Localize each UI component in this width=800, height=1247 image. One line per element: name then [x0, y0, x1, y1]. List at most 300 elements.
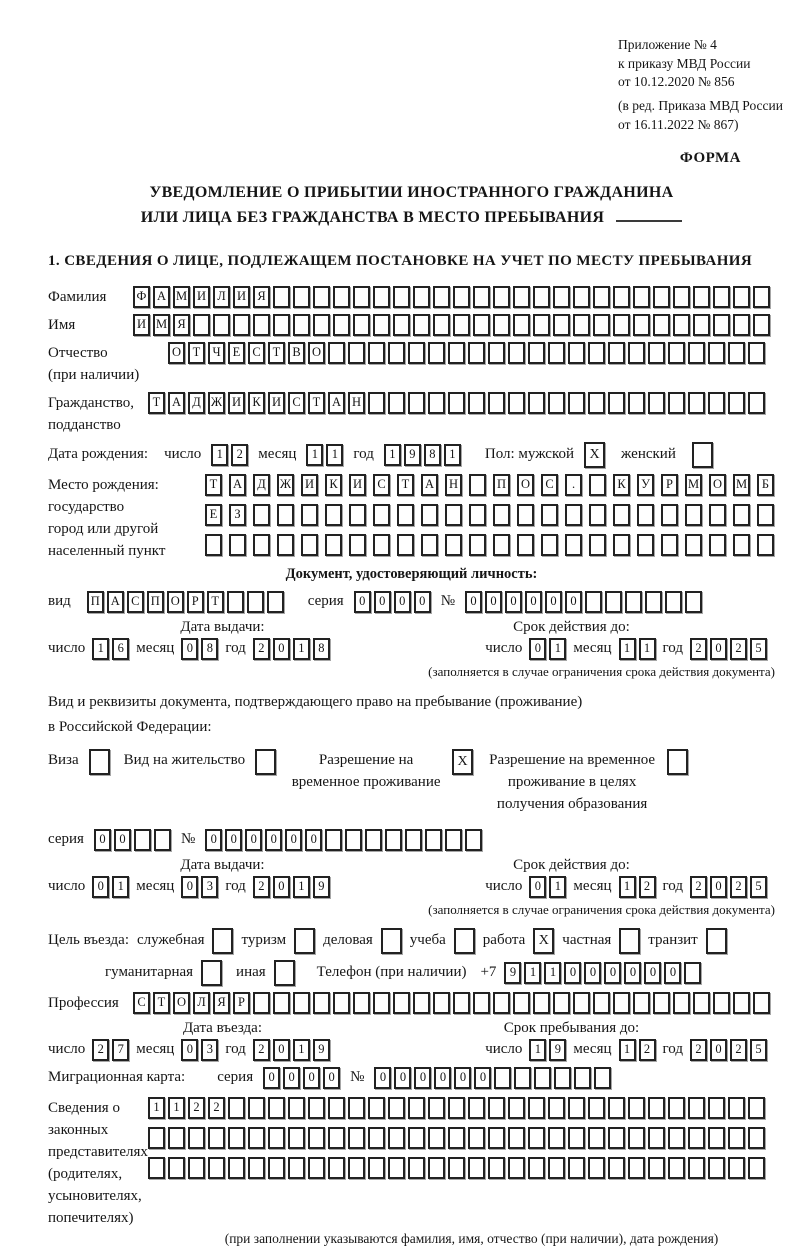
char-cell: Ж	[208, 392, 225, 414]
char-cell: 0	[265, 829, 282, 851]
char-cell	[728, 1157, 745, 1179]
char-cell: 0	[181, 638, 198, 660]
char-cell	[353, 992, 370, 1014]
char-cell	[388, 1127, 405, 1149]
residence-series-label: серия	[48, 831, 84, 848]
char-cell	[645, 591, 662, 613]
char-cell: 0	[394, 591, 411, 613]
char-cell	[625, 591, 642, 613]
char-cell: 0	[710, 638, 727, 660]
residence-number-label: №	[180, 831, 196, 848]
month-word: месяц	[573, 878, 612, 895]
birth-place-label: Место рождения:	[48, 476, 159, 493]
char-cell	[333, 314, 350, 336]
char-cell	[608, 1097, 625, 1119]
char-cell	[661, 534, 678, 556]
char-cell	[493, 534, 510, 556]
char-cell	[685, 534, 702, 556]
appendix-note	[618, 36, 783, 134]
char-cell: 0	[394, 1067, 411, 1089]
char-cell	[541, 504, 558, 526]
char-cell: 1	[639, 638, 656, 660]
profession-row	[48, 992, 775, 1014]
char-cell	[593, 286, 610, 308]
birth-day-cells	[211, 444, 248, 466]
char-cell	[608, 392, 625, 414]
char-cell: 0	[710, 876, 727, 898]
char-cell	[328, 1127, 345, 1149]
char-cell	[248, 1097, 265, 1119]
char-cell	[733, 992, 750, 1014]
char-cell: .	[565, 474, 582, 496]
char-cell	[684, 962, 701, 984]
migration-series-label: серия	[217, 1069, 254, 1086]
char-cell: К	[248, 392, 265, 414]
option-visa	[48, 749, 110, 775]
char-cell: 0	[485, 591, 502, 613]
char-cell	[448, 342, 465, 364]
birth-place-cells-row3	[205, 534, 774, 556]
year-word: год	[225, 640, 246, 657]
char-cell: Т	[148, 392, 165, 414]
char-cell	[508, 342, 525, 364]
purpose-humanitarian-checkbox	[201, 960, 222, 986]
char-cell: 0	[465, 591, 482, 613]
char-cell	[728, 342, 745, 364]
char-cell	[273, 314, 290, 336]
char-cell: 0	[181, 876, 198, 898]
identity-date-labels	[48, 619, 775, 636]
char-cell: 2	[92, 1039, 109, 1061]
appendix-line: Приложение № 4	[618, 37, 717, 52]
char-cell: И	[349, 474, 366, 496]
char-cell	[633, 286, 650, 308]
char-cell: И	[228, 392, 245, 414]
char-cell	[253, 504, 270, 526]
char-cell	[733, 534, 750, 556]
char-cell	[453, 314, 470, 336]
citizenship-row	[48, 392, 775, 436]
char-cell	[333, 286, 350, 308]
char-cell	[653, 992, 670, 1014]
char-cell: 0	[414, 591, 431, 613]
legal-label: Сведения о	[48, 1099, 120, 1116]
char-cell: 9	[313, 876, 330, 898]
purpose-tourism-checkbox	[294, 928, 315, 954]
char-cell	[273, 286, 290, 308]
char-cell	[733, 286, 750, 308]
char-cell	[294, 928, 315, 954]
char-cell	[753, 286, 770, 308]
char-cell	[405, 829, 422, 851]
char-cell	[628, 392, 645, 414]
char-cell	[368, 1127, 385, 1149]
char-cell	[408, 1127, 425, 1149]
char-cell: Е	[228, 342, 245, 364]
char-cell	[648, 1127, 665, 1149]
char-cell	[493, 992, 510, 1014]
char-cell	[381, 928, 402, 954]
phone-cells	[504, 962, 701, 984]
form-title	[48, 181, 775, 231]
char-cell: 2	[730, 638, 747, 660]
valid-year-cells	[690, 876, 767, 898]
char-cell	[368, 1097, 385, 1119]
char-cell	[488, 1127, 505, 1149]
char-cell	[253, 992, 270, 1014]
legal-label: представителях	[48, 1143, 148, 1160]
char-cell	[673, 286, 690, 308]
char-cell: 2	[639, 1039, 656, 1061]
surname-label: Фамилия	[48, 288, 107, 305]
char-cell	[637, 504, 654, 526]
char-cell: 0	[354, 591, 371, 613]
char-cell	[428, 1157, 445, 1179]
char-cell: 1	[211, 444, 228, 466]
purpose-private-checkbox	[619, 928, 640, 954]
char-cell: 1	[529, 1039, 546, 1061]
residence-valid-date	[485, 876, 767, 898]
char-cell: 0	[263, 1067, 280, 1089]
valid-month-cells	[619, 876, 656, 898]
char-cell	[288, 1097, 305, 1119]
patronymic-sublabel: (при наличии)	[48, 366, 140, 383]
char-cell	[708, 392, 725, 414]
char-cell	[328, 1097, 345, 1119]
validity-note: (заполняется в случае ограничения срока действия документа)	[428, 663, 775, 679]
char-cell	[168, 1157, 185, 1179]
char-cell: 1	[544, 962, 561, 984]
char-cell	[469, 534, 486, 556]
char-cell: У	[637, 474, 654, 496]
purpose-study-checkbox	[454, 928, 475, 954]
char-cell	[468, 392, 485, 414]
amendment-line: (в ред. Приказа МВД России	[618, 97, 783, 113]
char-cell	[619, 928, 640, 954]
char-cell	[325, 829, 342, 851]
char-cell: И	[233, 286, 250, 308]
entry-date-labels	[48, 1020, 775, 1037]
char-cell	[667, 749, 688, 775]
char-cell	[688, 1157, 705, 1179]
char-cell	[708, 1157, 725, 1179]
char-cell	[513, 286, 530, 308]
char-cell	[373, 286, 390, 308]
char-cell	[685, 504, 702, 526]
char-cell	[748, 1097, 765, 1119]
char-cell	[706, 928, 727, 954]
doc-kind-cells	[87, 591, 284, 613]
char-cell	[148, 1157, 165, 1179]
char-cell	[445, 534, 462, 556]
char-cell: 0	[624, 962, 641, 984]
char-cell: З	[229, 504, 246, 526]
char-cell: 1	[524, 962, 541, 984]
char-cell: 0	[529, 876, 546, 898]
char-cell	[277, 534, 294, 556]
char-cell: 1	[619, 638, 636, 660]
char-cell: 2	[253, 638, 270, 660]
char-cell	[255, 749, 276, 775]
char-cell	[709, 504, 726, 526]
char-cell: 0	[374, 591, 391, 613]
purpose-private-label: частная	[562, 932, 612, 949]
char-cell	[385, 829, 402, 851]
char-cell	[473, 286, 490, 308]
stay-until-date	[485, 1039, 767, 1061]
char-cell: 0	[525, 591, 542, 613]
char-cell	[588, 342, 605, 364]
char-cell	[748, 1157, 765, 1179]
char-cell	[267, 591, 284, 613]
char-cell	[188, 1157, 205, 1179]
char-cell	[349, 504, 366, 526]
entry-date	[48, 1039, 330, 1061]
char-cell	[393, 286, 410, 308]
char-cell	[408, 1097, 425, 1119]
char-cell	[688, 342, 705, 364]
char-cell: 0	[710, 1039, 727, 1061]
char-cell	[365, 829, 382, 851]
char-cell: А	[328, 392, 345, 414]
char-cell: Т	[308, 392, 325, 414]
char-cell: 8	[313, 638, 330, 660]
char-cell	[388, 1097, 405, 1119]
char-cell: 2	[730, 876, 747, 898]
char-cell: 0	[205, 829, 222, 851]
doc-kind-label: вид	[48, 593, 71, 610]
char-cell: 6	[112, 638, 129, 660]
char-cell	[154, 829, 171, 851]
char-cell	[748, 342, 765, 364]
char-cell	[413, 286, 430, 308]
char-cell: 0	[454, 1067, 471, 1089]
residence-date-labels	[48, 857, 775, 874]
char-cell	[613, 534, 630, 556]
residence-intro-line1: Вид и реквизиты документа, подтверждающего право на пребывание (проживание)	[48, 693, 583, 710]
char-cell	[633, 992, 650, 1014]
char-cell: 0	[584, 962, 601, 984]
char-cell: О	[173, 992, 190, 1014]
char-cell	[348, 1127, 365, 1149]
char-cell: Б	[757, 474, 774, 496]
month-word: месяц	[258, 446, 297, 463]
purpose-transit-checkbox	[706, 928, 727, 954]
char-cell: 9	[504, 962, 521, 984]
char-cell	[593, 992, 610, 1014]
purpose-business-label: деловая	[323, 932, 373, 949]
char-cell	[637, 534, 654, 556]
char-cell	[293, 992, 310, 1014]
month-word: месяц	[136, 640, 175, 657]
birth-place-label: населенный пункт	[48, 542, 166, 559]
char-cell	[148, 1127, 165, 1149]
char-cell	[633, 314, 650, 336]
given-name-row	[48, 314, 775, 336]
char-cell	[648, 1097, 665, 1119]
birth-place-label: государство	[48, 498, 125, 515]
char-cell: Л	[213, 286, 230, 308]
char-cell	[508, 1097, 525, 1119]
char-cell	[548, 1127, 565, 1149]
char-cell	[613, 286, 630, 308]
char-cell: 0	[181, 1039, 198, 1061]
char-cell	[468, 1157, 485, 1179]
appendix-line: к приказу МВД России	[618, 55, 751, 71]
char-cell	[428, 1097, 445, 1119]
char-cell	[757, 504, 774, 526]
char-cell	[227, 591, 244, 613]
char-cell: О	[709, 474, 726, 496]
char-cell	[208, 1127, 225, 1149]
char-cell	[628, 1097, 645, 1119]
char-cell: А	[421, 474, 438, 496]
char-cell	[628, 1157, 645, 1179]
char-cell: 5	[750, 638, 767, 660]
legal-label: законных	[48, 1121, 109, 1138]
char-cell	[288, 1157, 305, 1179]
valid-day-cells	[529, 638, 566, 660]
legal-label: (родителях,	[48, 1165, 123, 1182]
char-cell	[514, 1067, 531, 1089]
char-cell	[665, 591, 682, 613]
char-cell	[713, 286, 730, 308]
char-cell	[253, 314, 270, 336]
char-cell	[397, 504, 414, 526]
birth-date-row	[48, 442, 775, 468]
char-cell	[594, 1067, 611, 1089]
char-cell: 1	[168, 1097, 185, 1119]
identity-doc-heading: Документ, удостоверяющий личность:	[285, 565, 538, 582]
char-cell: Д	[253, 474, 270, 496]
char-cell: 0	[273, 1039, 290, 1061]
residence-doc-intro	[48, 690, 775, 741]
identity-issue-date	[48, 638, 330, 660]
char-cell	[488, 342, 505, 364]
char-cell	[248, 1157, 265, 1179]
char-cell	[445, 829, 462, 851]
option-temp-residence-education-checkbox	[667, 749, 688, 775]
char-cell	[348, 1157, 365, 1179]
char-cell: X	[584, 442, 605, 468]
char-cell	[308, 1097, 325, 1119]
char-cell: П	[87, 591, 104, 613]
char-cell: 8	[424, 444, 441, 466]
stay-day-cells	[529, 1039, 566, 1061]
citizenship-cells	[148, 392, 765, 414]
char-cell	[288, 1127, 305, 1149]
char-cell: 0	[323, 1067, 340, 1089]
char-cell	[757, 534, 774, 556]
char-cell	[733, 504, 750, 526]
char-cell: 5	[750, 1039, 767, 1061]
char-cell: 1	[148, 1097, 165, 1119]
char-cell: Н	[445, 474, 462, 496]
month-word: месяц	[573, 640, 612, 657]
option-temp-residence-checkbox	[452, 749, 473, 775]
migration-card-row	[48, 1067, 775, 1089]
char-cell	[528, 1127, 545, 1149]
char-cell	[493, 504, 510, 526]
char-cell: 1	[619, 876, 636, 898]
char-cell	[628, 342, 645, 364]
char-cell	[408, 342, 425, 364]
char-cell	[248, 1127, 265, 1149]
char-cell: 2	[690, 1039, 707, 1061]
char-cell: 0	[374, 1067, 391, 1089]
char-cell	[393, 314, 410, 336]
char-cell	[709, 534, 726, 556]
char-cell	[553, 286, 570, 308]
char-cell	[668, 1157, 685, 1179]
char-cell	[313, 314, 330, 336]
char-cell	[685, 591, 702, 613]
patronymic-label: Отчество	[48, 344, 108, 361]
char-cell	[488, 392, 505, 414]
char-cell	[653, 314, 670, 336]
char-cell: 7	[112, 1039, 129, 1061]
char-cell: Я	[173, 314, 190, 336]
legal-cells-row3	[148, 1157, 765, 1179]
char-cell: 0	[283, 1067, 300, 1089]
char-cell	[268, 1157, 285, 1179]
char-cell: 0	[565, 591, 582, 613]
char-cell: 1	[444, 444, 461, 466]
char-cell	[373, 504, 390, 526]
option-residence-permit	[124, 749, 276, 775]
char-cell	[589, 534, 606, 556]
char-cell	[513, 314, 530, 336]
year-word: год	[225, 878, 246, 895]
char-cell	[425, 829, 442, 851]
char-cell	[541, 534, 558, 556]
char-cell: 3	[201, 876, 218, 898]
char-cell: 0	[225, 829, 242, 851]
char-cell	[589, 504, 606, 526]
char-cell	[428, 1127, 445, 1149]
char-cell	[313, 992, 330, 1014]
char-cell: 0	[303, 1067, 320, 1089]
char-cell	[168, 1127, 185, 1149]
char-cell: И	[268, 392, 285, 414]
char-cell: М	[173, 286, 190, 308]
issue-month-cells	[181, 638, 218, 660]
issue-day-cells	[92, 876, 129, 898]
char-cell	[408, 1157, 425, 1179]
char-cell	[353, 286, 370, 308]
char-cell	[553, 314, 570, 336]
char-cell	[568, 392, 585, 414]
char-cell	[588, 392, 605, 414]
char-cell: 0	[245, 829, 262, 851]
char-cell: И	[133, 314, 150, 336]
char-cell	[413, 314, 430, 336]
char-cell	[433, 992, 450, 1014]
char-cell	[608, 1127, 625, 1149]
sex-female-label: женский	[621, 446, 676, 463]
char-cell: Ф	[133, 286, 150, 308]
char-cell: X	[533, 928, 554, 954]
char-cell: И	[193, 286, 210, 308]
char-cell	[568, 1157, 585, 1179]
char-cell	[628, 1127, 645, 1149]
purpose-study-label: учеба	[409, 932, 446, 949]
char-cell	[193, 314, 210, 336]
sex-male-label: Пол: мужской	[484, 446, 575, 463]
char-cell	[328, 342, 345, 364]
sex-female-checkbox	[692, 442, 713, 468]
char-cell	[445, 504, 462, 526]
